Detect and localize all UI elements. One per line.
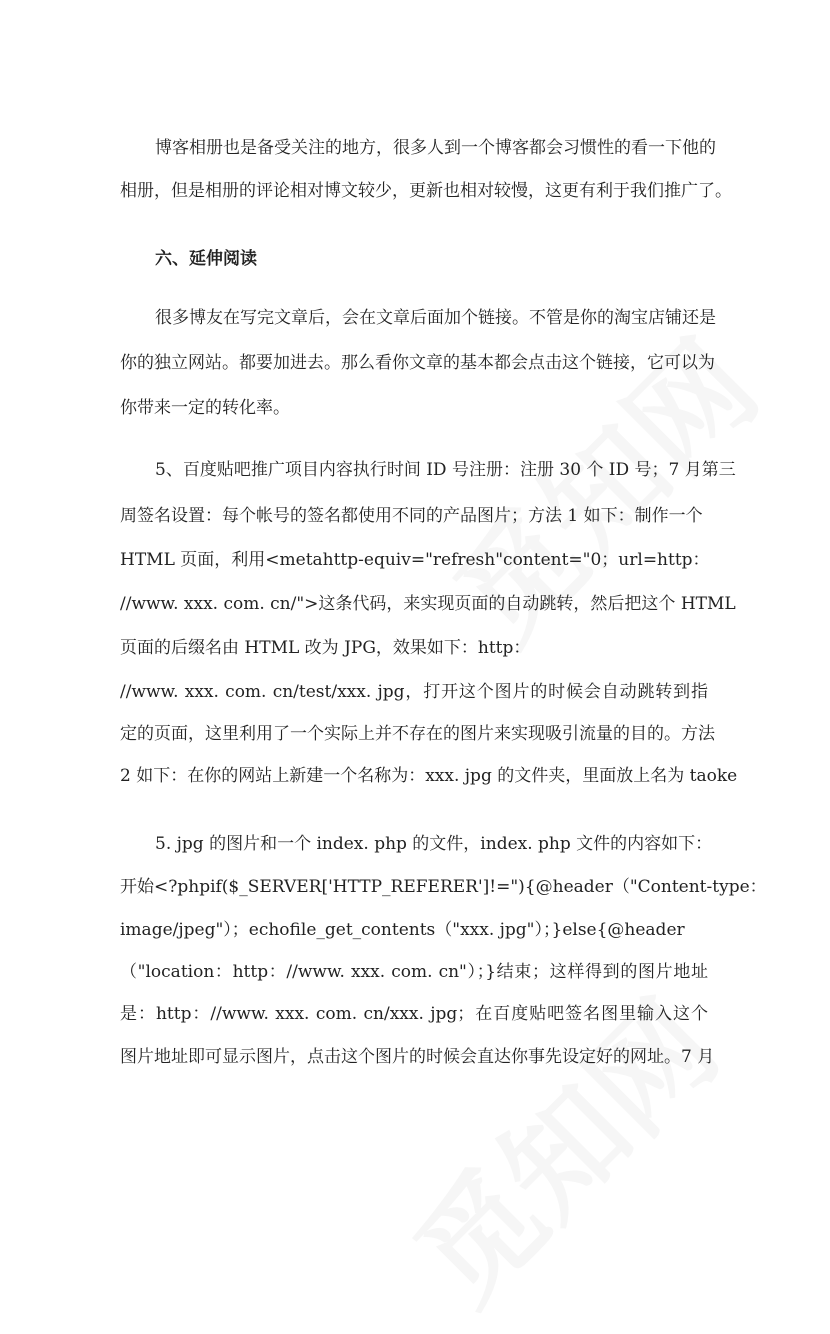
text-line: 很多博友在写完文章后，会在文章后面加个链接。不管是你的淘宝店铺还是 — [155, 308, 716, 328]
text-line: HTML 页面，利用<metahttp-equiv="refresh"content="0；url=http： — [120, 550, 710, 570]
text-line: 5、百度贴吧推广项目内容执行时间 ID 号注册：注册 30 个 ID 号；7 月第三 — [155, 460, 736, 480]
text-line: 2 如下：在你的网站上新建一个名称为：xxx. jpg 的文件夹，里面放上名为 taoke — [120, 766, 738, 786]
text-line: 是：http：//www. xxx. com. cn/xxx. jpg；在百度贴吧签名图里输入这个 — [120, 1004, 708, 1024]
text-line: //www. xxx. com. cn/">这条代码，来实现页面的自动跳转，然后把这个 HTML — [120, 594, 736, 614]
section-heading: 六、延伸阅读 — [155, 249, 257, 269]
text-line: 博客相册也是备受关注的地方，很多人到一个博客都会习惯性的看一下他的 — [155, 138, 716, 158]
text-line: 你的独立网站。都要加进去。那么看你文章的基本都会点击这个链接，它可以为 — [120, 353, 715, 373]
text-line: 定的页面，这里利用了一个实际上并不存在的图片来实现吸引流量的目的。方法 — [120, 724, 715, 744]
text-line: 相册，但是相册的评论相对博文较少，更新也相对较慢，这更有利于我们推广了。 — [120, 181, 732, 201]
text-line: 你带来一定的转化率。 — [120, 398, 290, 418]
text-line: 开始<?phpif($_SERVER['HTTP_REFERER']!="){@header（"Content-type： — [120, 877, 767, 897]
text-line: image/jpeg"）；echofile_get_contents（"xxx. jpg"）；}else{@header — [120, 920, 685, 940]
text-line: （"location：http：//www. xxx. com. cn"）；}结束；这样得到的图片地址 — [120, 962, 708, 982]
text-line: 5. jpg 的图片和一个 index. php 的文件，index. php 文件的内容如下： — [155, 834, 713, 854]
text-line: 周签名设置：每个帐号的签名都使用不同的产品图片；方法 1 如下：制作一个 — [120, 506, 703, 526]
text-line: 页面的后缀名由 HTML 改为 JPG，效果如下：http： — [120, 638, 531, 658]
text-line: 图片地址即可显示图片，点击这个图片的时候会直达你事先设定好的网址。7 月 — [120, 1047, 715, 1067]
text-line: //www. xxx. com. cn/test/xxx. jpg，打开这个图片的时候会自动跳转到指 — [120, 682, 708, 702]
